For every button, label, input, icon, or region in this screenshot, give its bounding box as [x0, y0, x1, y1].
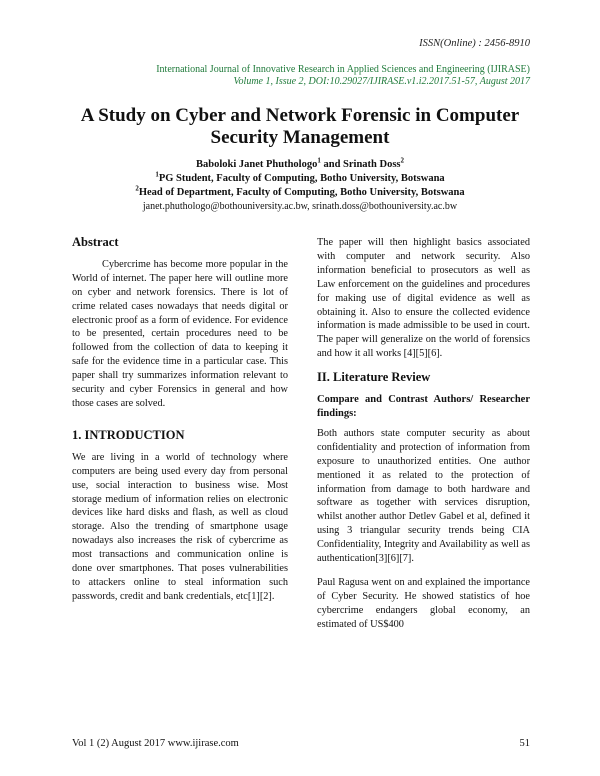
affiliation-1-text: PG Student, Faculty of Computing, Botho University, Botswana: [158, 173, 445, 184]
paper-title: A Study on Cyber and Network Forensic in Computer Security Management: [80, 105, 520, 148]
journal-volume-info: Volume 1, Issue 2, DOI:10.29027/IJIRASE.v1.i2.2017.51-57, August 2017: [233, 76, 530, 87]
journal-name: International Journal of Innovative Research in Applied Sciences and Engineering (IJIRASE): [156, 64, 530, 75]
right-paragraph-2: Both authors state computer security as about confidentiality and protection of information from exposure to unauthorized entities. One author mentioned it as related to the protection of information from damage to both hardware and software as together with services disruption, whilst another author Detlev Gabel et al, defined it using 3 triangular security trends being CIA Confidentiality, Integrity and Availability as well as authentication[3][6][7].: [317, 427, 530, 565]
author-name-2: and Srinath Doss: [320, 159, 401, 170]
author-names: [60, 158, 540, 172]
author-sup-1: 1: [317, 156, 321, 165]
affiliation-2: [60, 186, 540, 200]
author-emails: janet.phuthologo@bothouniversity.ac.bw, srinath.doss@bothouniversity.ac.bw: [142, 201, 458, 212]
affiliation-2-sup: 2: [135, 184, 139, 193]
left-column: [72, 236, 288, 614]
introduction-heading: 1. INTRODUCTION: [72, 427, 185, 442]
journal-header: [70, 64, 530, 88]
author-block: [60, 158, 540, 214]
right-paragraph-3: Paul Ragusa went on and explained the importance of Cyber Security. He showed statistics of hoe cybercrime endangers global economy, an estimated of US$400: [317, 576, 530, 630]
issn-label: ISSN(Online) : 2456-8910: [419, 38, 530, 49]
right-column: [317, 236, 530, 642]
page-footer: [72, 738, 530, 749]
affiliation-1-sup: 1: [155, 170, 159, 179]
abstract-text: Cybercrime has become more popular in the World of internet. The paper here will outline more on cyber and network forensics. There is lot of crime related cases nowadays that needs digital or electronic proof as a form of evidence. For evidence to be presented, certain procedures need to be followed from the collection of data to keeping it safe for the evidence time in a particular case. This paper shall try summarizes information relevant to security and cyber Forensics in general and how those cases are solved.: [72, 258, 288, 409]
affiliation-2-text: Head of Department, Faculty of Computing, Botho University, Botswana: [138, 187, 465, 198]
page-number: 51: [519, 738, 530, 749]
footer-volume-info: Vol 1 (2) August 2017 www.ijirase.com: [72, 738, 239, 749]
affiliation-1: [60, 172, 540, 186]
abstract-heading: Abstract: [72, 235, 119, 249]
literature-review-heading: II. Literature Review: [317, 370, 431, 385]
literature-subheading: Compare and Contrast Authors/ Researcher findings:: [317, 394, 530, 419]
right-paragraph-1: The paper will then highlight basics associated with computer and network security. Also information beneficial to prosecutors as well as Law enforcement on the guidelines and procedures for making use of digital evidence as well as obtaining it. Also to ensure the collected evidence information is made admissible to be used in court. The paper will generalize on the world of forensics and how it all works [4][5][6].: [317, 237, 530, 360]
author-sup-2: 2: [400, 156, 405, 165]
author-name-1: Baboloki Janet Phuthologo: [195, 159, 318, 170]
introduction-text: We are living in a world of technology where computers are being used every day from personal use, social interaction to business wise. Most storage medium of information relies on electronic devices like hard disks and flash, as well as cloud storage. Also the trending of smartphone usage nowadays also increases the risk of cybercrime as most transactions and communication online is done over smartphones. That poses vulnerabilities to attackers online to steal information such passwords, credit and bank credentials, etc[1][2].: [72, 451, 288, 602]
